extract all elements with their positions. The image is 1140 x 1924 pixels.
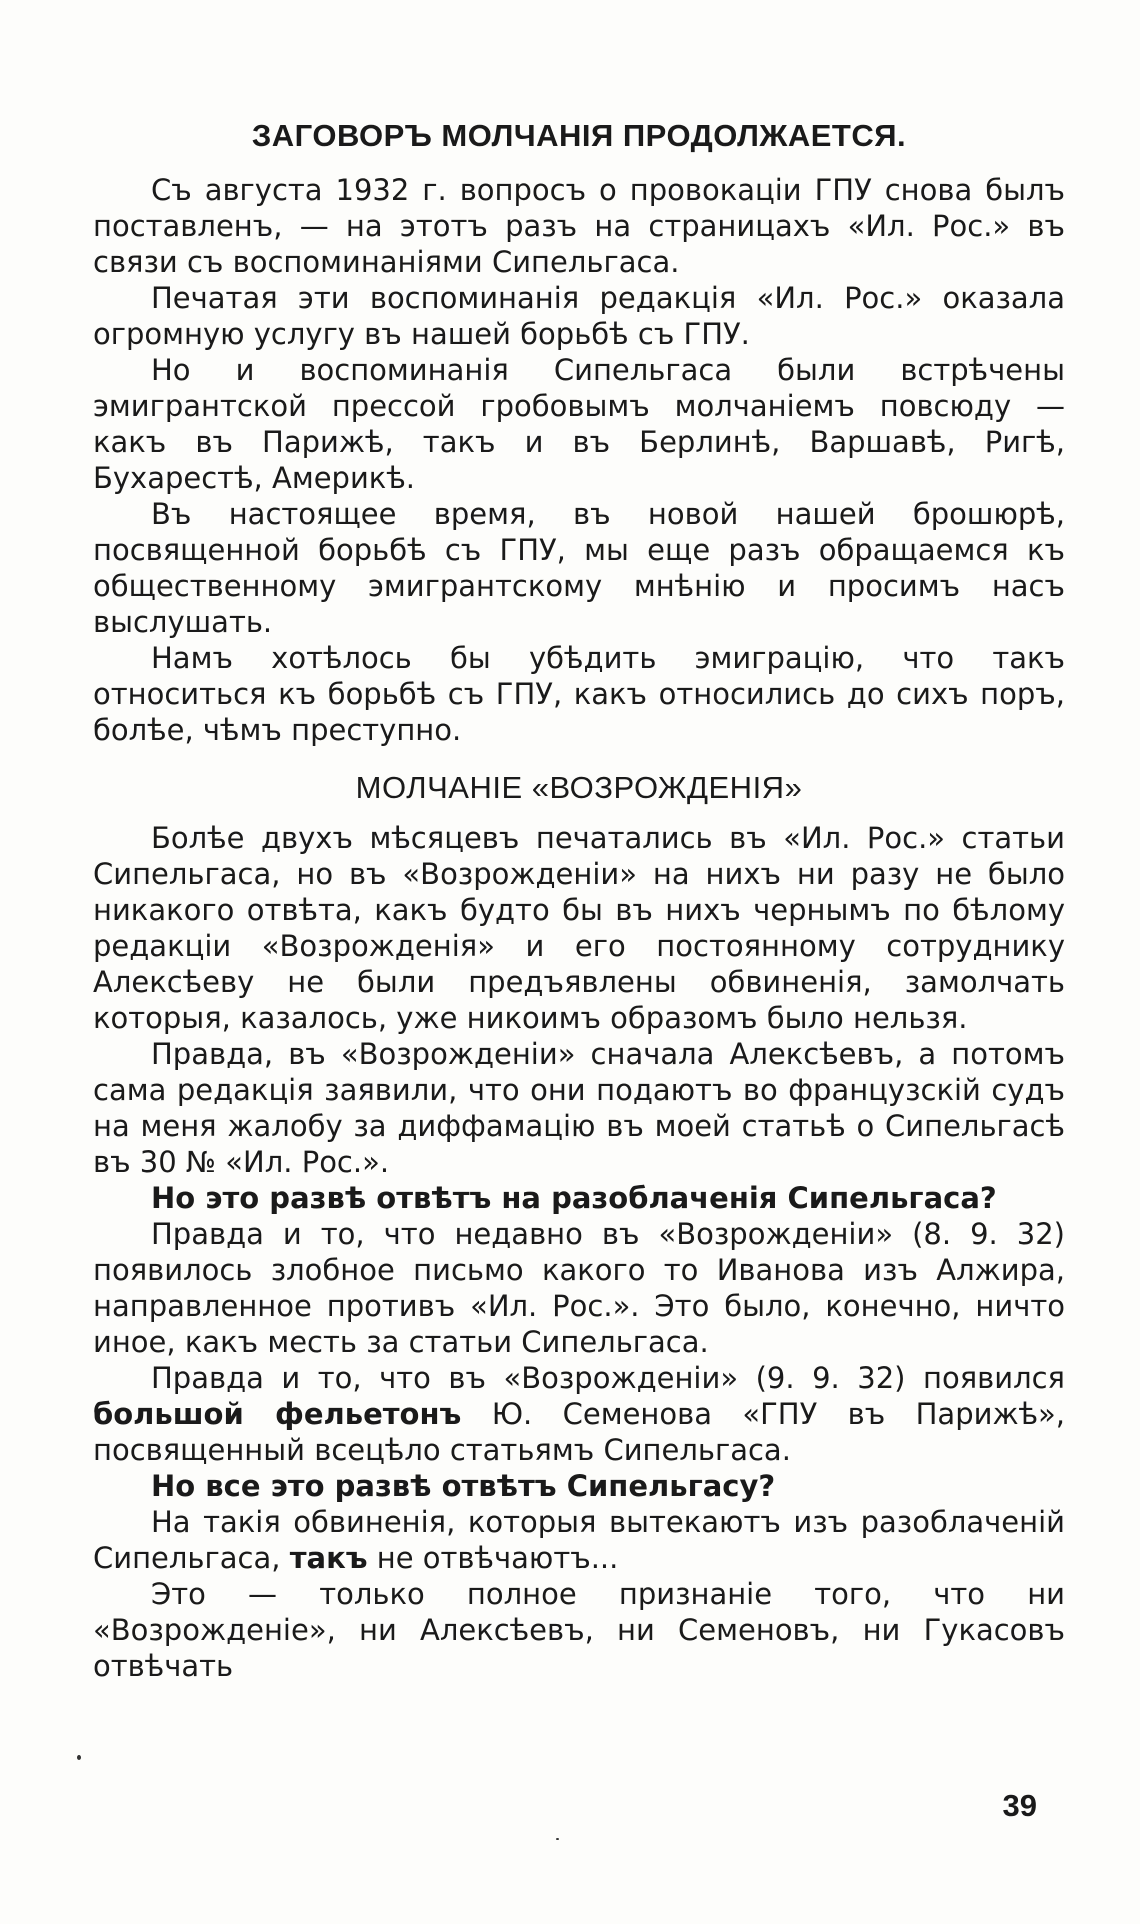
- paragraph: Правда, въ «Возрожденіи» сначала Алексѣевъ, а потомъ сама редакція заявили, что они подаютъ во французскій судъ на меня жалобу за диффамацію въ моей статьѣ о Сипельгасѣ въ 30 № «Ил. Рос.».: [93, 1037, 1065, 1179]
- paragraph-text: На такія обвиненія, которыя вытекаютъ изъ разоблаченій Сипельгаса,: [93, 1505, 1065, 1575]
- paragraph: Намъ хотѣлось бы убѣдить эмиграцію, что такъ относиться къ борьбѣ съ ГПУ, какъ относились до сихъ поръ, болѣе, чѣмъ преступно.: [93, 641, 1065, 747]
- scan-speck: [77, 1755, 81, 1760]
- paragraph: [93, 1360, 1065, 1468]
- paragraph: Болѣе двухъ мѣсяцевъ печатались въ «Ил. Рос.» статьи Сипельгаса, но въ «Возрожденіи» на нихъ ни разу не было никакого отвѣта, какъ будто бы въ нихъ чернымъ по бѣлому редакціи «Возрожденія» и его постоянному сотруднику Алексѣеву не были предъявлены обвиненія, замолчать которыя, казалось, уже никоимъ образомъ было нельзя.: [93, 821, 1065, 1035]
- scan-speck: [556, 1838, 559, 1840]
- bold-question: Но это развѣ отвѣтъ на разоблаченія Сипельгаса?: [151, 1181, 997, 1215]
- paragraph: Это — только полное признаніе того, что ни «Возрожденіе», ни Алексѣевъ, ни Семеновъ, ни Гукасовъ отвѣчать: [93, 1577, 1065, 1683]
- paragraph: Правда и то, что недавно въ «Возрожденіи» (8. 9. 32) появилось злобное письмо какого то Иванова изъ Алжира, направленное противъ «Ил. Рос.». Это было, конечно, ничто иное, какъ месть за статьи Сипельгаса.: [93, 1217, 1065, 1359]
- bold-question: Но все это развѣ отвѣтъ Сипельгасу?: [151, 1469, 776, 1503]
- main-heading: ЗАГОВОРЪ МОЛЧАНІЯ ПРОДОЛЖАЕТСЯ.: [251, 118, 907, 153]
- page-body: [93, 118, 1065, 1684]
- paragraph-text: Правда и то, что въ «Возрожденіи» (9. 9. 32) появился: [151, 1361, 1065, 1395]
- paragraph-text: Ю. Семенова «ГПУ въ Парижѣ», посвященный всецѣло статьямъ Сипельгаса.: [93, 1397, 1066, 1467]
- paragraph: [93, 1504, 1065, 1576]
- bold-phrase: большой фельетонъ: [93, 1397, 462, 1431]
- paragraph: Печатая эти воспоминанія редакція «Ил. Рос.» оказала огромную услугу въ нашей борьбѣ съ ГПУ.: [93, 281, 1065, 351]
- paragraph: Но и воспоминанія Сипельгаса были встрѣчены эмигрантской прессой гробовымъ молчаніемъ повсюду — какъ въ Парижѣ, такъ и въ Берлинѣ, Варшавѣ, Ригѣ, Бухарестѣ, Америкѣ.: [93, 353, 1065, 495]
- section-heading: МОЛЧАНІЕ «ВОЗРОЖДЕНІЯ»: [355, 770, 803, 805]
- page-number: 39: [1002, 1788, 1037, 1823]
- paragraph-text: не отвѣчаютъ...: [376, 1541, 619, 1575]
- bold-phrase: такъ: [289, 1541, 368, 1575]
- paragraph: Въ настоящее время, въ новой нашей брошюрѣ, посвященной борьбѣ съ ГПУ, мы еще разъ обращаемся къ общественному эмигрантскому мнѣнію и просимъ насъ выслушать.: [93, 497, 1065, 639]
- paragraph: Съ августа 1932 г. вопросъ о провокаціи ГПУ снова былъ поставленъ, — на этотъ разъ на страницахъ «Ил. Рос.» въ связи съ воспоминаніями Сипельгаса.: [93, 173, 1065, 279]
